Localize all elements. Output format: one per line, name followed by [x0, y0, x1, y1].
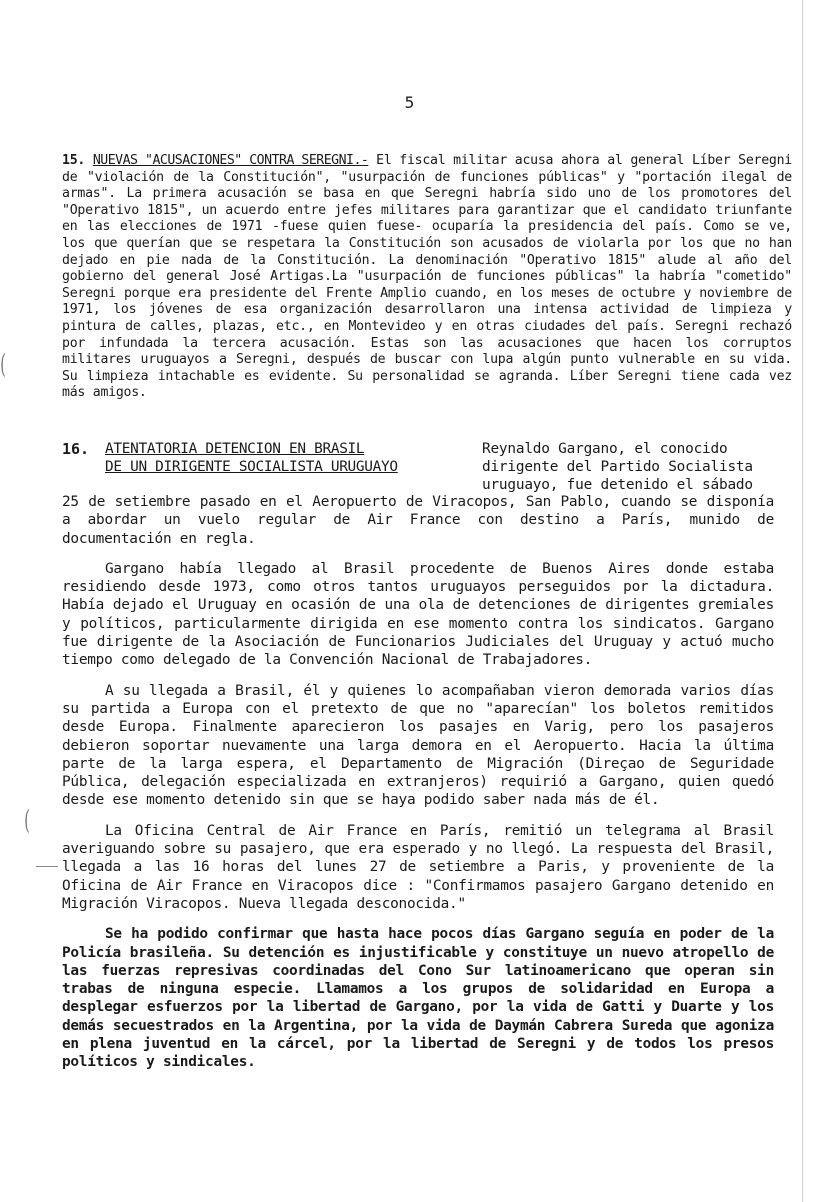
section-16-title-line2: DE UN DIRIGENTE SOCIALISTA URUGUAYO [105, 459, 398, 475]
margin-paren-mark: ( [24, 806, 30, 836]
margin-paren-mark: ( [0, 350, 6, 380]
section-16-body [62, 493, 774, 1084]
section-16-header [62, 440, 792, 492]
section-16-paragraph: La Oficina Central de Air France en París, remitió un telegrama al Brasil averiguando sobre su pasajero, que era esperado y no llegó. La respuesta del Brasil, llegada a las 16 horas del lunes 27 de setiembre a Paris, y proveniente de la Oficina de Air France en Viracopos dice : "Confirmamos pasajero Gargano detenido en Migración Viracopos. Nueva llegada desconocida." [62, 822, 774, 912]
section-16-title [105, 440, 398, 476]
section-15-number: 15. [62, 153, 86, 168]
section-15-text: El fiscal militar acusa ahora al general Líber Seregni de "violación de la Constitución", "usurpación de funciones públicas" y "portación ilegal de armas". La primera acusación se basa en que Seregni habría sido uno de los promotores del "Operativo 1815", un acuerdo entre jefes militares para garantizar que el candidato triunfante en las elecciones de 1971 -fuese quien fuese- ocuparía la presidencia del país. Como se ve, los que querían que se respetara la Constitución son acusados de violarla por los que no han dejado en pie nada de la Constitución. La denominación "Operativo 1815" alude al año del gobierno del general José Artigas.La "usurpación de funciones públicas" la habría "cometido" Seregni porque era presidente del Frente Amplio cuando, en los meses de octubre y noviembre de 1971, los jóvenes de esa organización desarrollaron una intensa actividad de limpieza y pintura de calles, plazas, etc., en Montevideo y en otras ciudades del país. Seregni rechazó por infundada la tercera acusación. Estas son las acusaciones que hacen los corruptos militares uruguayos a Seregni, después de buscar con lupa algún punto vulnerable en su vida. Su limpieza intachable es evidente. Su personalidad se agranda. Líber Seregni tiene cada vez más amigos. [62, 153, 792, 401]
page-number: 5 [404, 93, 415, 112]
section-16-paragraph: Se ha podido confirmar que hasta hace pocos días Gargano seguía en poder de la Policía brasileña. Su detención es injustificable y constituye un nuevo atropello de las fuerzas represivas coordinadas del Cono Sur latinoamericano que operan sin trabas de ninguna especie. Llamamos a los grupos de solidaridad en Europa a desplegar esfuerzos por la libertad de Gargano, por la vida de Gatti y Duarte y los demás secuestrados en la Argentina, por la vida de Daymán Cabrera Sureda que agoniza en plena juventud en la cárcel, por la libertad de Seregni y de todos los presos políticos y sindicales. [62, 926, 774, 1071]
section-16-title-line1: ATENTATORIA DETENCION EN BRASIL [105, 441, 365, 457]
margin-dash-mark [36, 866, 58, 867]
page-edge-rule [802, 0, 803, 1202]
section-16-paragraph: A su llegada a Brasil, él y quienes lo acompañaban vieron demorada varios días su partida a Europa con el pretexto de que no "aparecían" los boletos remitidos desde Europa. Finalmente aparecieron los pasajes en Varig, pero los pasajeros debieron soportar nuevamente una larga demora en el Aeropuerto. Hacia la última parte de la larga espera, el Departamento de Migración (Direçao de Seguridade Pública, delegación especializada en extranjeros) requirió a Gargano, quien quedó desde ese momento detenido sin que se haya podido saber nada más de él. [62, 682, 774, 809]
section-16-paragraph: Gargano había llegado al Brasil procedente de Buenos Aires donde estaba residiendo desde 1973, como otros tantos uruguayos perseguidos por la dictadura. Había dejado el Uruguay en ocasión de una ola de detenciones de dirigentes gremiales y políticos, particularmente dirigida en ese momento contra los sindicatos. Gargano fue dirigente de la Asociación de Funcionarios Judiciales del Uruguay y actuó mucho tiempo como delegado de la Convención Nacional de Trabajadores. [62, 560, 774, 669]
section-16-lead: Reynaldo Gargano, el conocido dirigente del Partido Socialista uruguayo, fue detenido el sábado [482, 441, 753, 493]
section-16-number: 16. [62, 440, 90, 458]
section-16-paragraph: 25 de setiembre pasado en el Aeropuerto de Viracopos, San Pablo, cuando se disponía a abordar un vuelo regular de Air France con destino a París, munido de documentación en regla. [62, 494, 774, 547]
section-15-title: NUEVAS "ACUSACIONES" CONTRA SEREGNI.- [92, 153, 369, 168]
section-15 [62, 153, 792, 402]
